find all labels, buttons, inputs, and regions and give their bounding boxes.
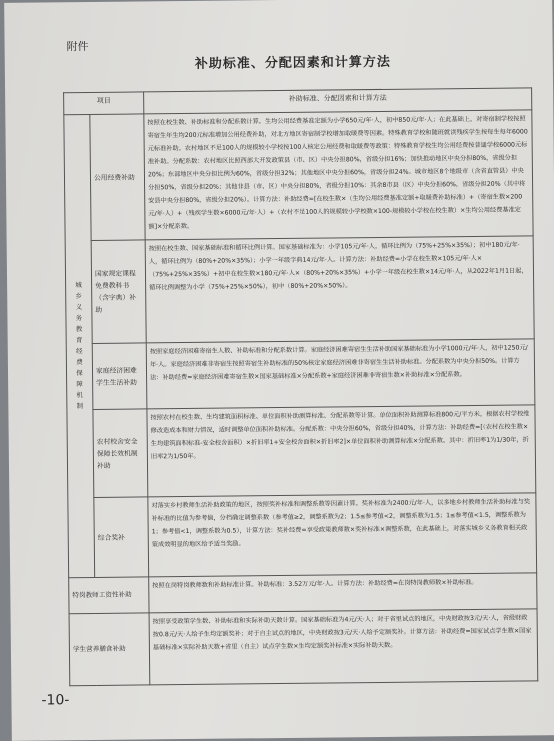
row-text-living-subsidy: 按照家庭经济困难寄宿生人数、补助标准和分配系数计算。家庭经济困难寄宿生生活补助国家基础标准为小学1000元/年·人，初中1250元/年·人。家庭经济困难非寄宿生按照寄宿生补助标准的50%核定家庭经济困难非寄宿生生活补助标准。分配系数为中央分担50%。计算方法：补助经费=家庭经济困难寄宿生数×国家基础标准×分配系数+家庭经济困难非寄宿生数×补助标准×分配系数。 xyxy=(146,339,535,409)
row-text-public-funds: 按照在校生数、补助标准和分配系数计算。生均公用经费基准定额为小学650元/年·人，初中850元/年·人；在此基础上，对寄宿制学校按照寄宿生年生均200元标准增加公用经费补助，对北方地区寄宿制学校增加取暖费等因素。特殊教育学校和随班就读残疾学生按每生每年6000元标准补助。农村地区不足100人的规模较小学校按100人核定公用经费和取暖费等政策：特殊教育学校生均公用经费按普通学校6000元标准补助。分配系数：农村地区比照西部大开发政策县（市、区）中央分担80%，省级分担16%；加快推动地区中央分担80%，省级分担20%；东部地区中央分担比例为60%，省级分担32%；其他地区中央分担60%，省级分担24%。城市地区8个地级市（含省直管县）中央分担50%，省级分担20%；其他非县（市、区）中央分担80%，省级分担10%：其余8市县（区）中央分担60%，省级分担20%（其中将安县中央分担80%，省级分担20%）。计算方法：补助经费=[在校生数×（生均公用经费基准定额+取暖费补助标准）+（寄宿生数×200元/年·人）+（残疾学生数×6000元/年·人）+（农村不足100人的规模较小学校数×100-规模较小学校在校生数）×生均公用经费基准定额]×分配系数。 xyxy=(144,110,533,240)
row-name-student-meals: 学生营养膳食补助 xyxy=(69,613,150,686)
category-label: 城乡义务教育经费保障机制 xyxy=(75,281,84,411)
row-text-special-teachers: 按照在岗特岗教师数和补助标准计算。补助标准：3.52万元/年·人。计算方法：补助经费=在岗特岗教师数×补助标准。 xyxy=(149,573,537,613)
row-name-public-funds: 公用经费补助 xyxy=(90,114,145,241)
document-title: 补助标准、分配因素和计算方法 xyxy=(194,54,391,72)
header-item: 项目 xyxy=(64,92,144,115)
row-name-living-subsidy: 家庭经济困难学生生活补助 xyxy=(92,343,147,410)
row-name-textbooks: 国家规定课程免费教科书（含字典）补助 xyxy=(91,240,146,344)
document-page xyxy=(4,0,554,741)
subsidy-table xyxy=(63,87,538,686)
row-text-comprehensive-award: 对落实乡村教师生活补助政策的地区，按照奖补标准和调整系数等因素计算。奖补标准为2400元/年·人，以多地乡村教师生活补助标准与奖补标准的比值为参考值，分档确定调整系数（参考值≥2，调整系数为2；1.5≤参考值<2，调整系数为1.5；1≤参考值<1.5，调整系数为1；参考值<1，调整系数为0.5），计算方法：奖补经费=享受政策教师数×奖补标准×调整系数，在此基础上，对落实城乡义务教育相关政策成效明显的地区给予适当奖励。 xyxy=(148,493,537,577)
row-text-school-safety: 按照农村在校生数、生均建筑面积标准、单位面积补助测算标准、分配系数等计算。单位面积补助测算标准800元/平方米，根据农村学校维修改造成本和财力情况，适时调整单位面积补助标准。分配系数：中央分担60%，省级分担40%，计算方法：补助经费=[（农村在校生数×生均建筑面积标准-安全校舍面积）×折旧率1+安全校舍面积×折旧率2]×单位面积补助测算标准×分配系数。其中：折旧率1为1/30年，折旧率2为1/50年。 xyxy=(147,405,536,497)
row-text-textbooks: 按照在校生数、国家基础标准和循环比例计算。国家基础标准为：小学105元/年·人，循环比例为（75%+25%×35%）；初中180元/年·人，循环比例为（80%+20%×35%）；小学一年级字典14元/年·人。计算方法：补助经费=小学在校生数×105元/年·人×（75%+25%×35%）+初中在校生数×180元/年·人×（80%+20%×35%）+小学一年级在校生数×14元/年·人，从2022年1月1日起，循环比例调整为小学（75%+25%×50%），初中（80%+20%×50%）。 xyxy=(145,236,534,343)
attachment-label: 附件 xyxy=(66,40,89,54)
page-number: -10- xyxy=(41,692,70,709)
row-text-student-meals: 按照享受政策学生数、补助标准和实际补助天数计算。国家基础标准为4元/天·人；对于省里试点的地区，中央财政按3元/天·人，省级财政按0.8元/天·人给予生均定额奖补；对于自主试点的地区，中央财政按3元/天·人给予定额奖补。计算方法：补助经费=国家试点学生数×国家基础标准×实际补助天数+省里（自主）试点学生数×生均定额奖补标准×实际补助天数。 xyxy=(149,609,538,685)
row-name-special-teachers: 特岗教师工资性补助 xyxy=(69,577,149,614)
header-method: 补助标准、分配因素和计算方法 xyxy=(144,88,532,114)
row-name-school-safety: 农村校舍安全保障长效机制补助 xyxy=(93,409,148,498)
row-name-comprehensive-award: 综合奖补 xyxy=(94,497,149,578)
